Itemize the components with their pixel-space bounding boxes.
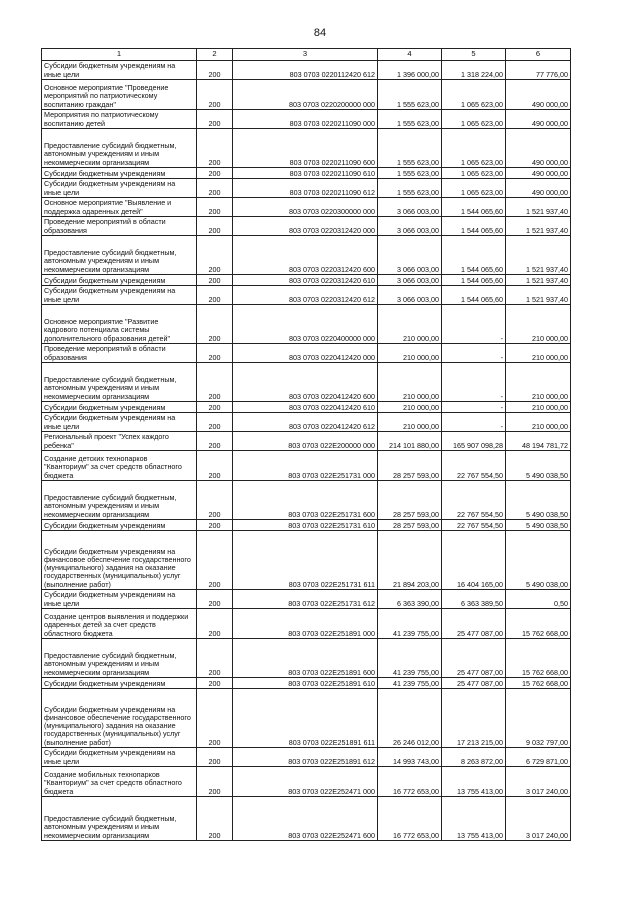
row-classification-code: 803 0703 022E251731 611 [233, 531, 378, 590]
row-value-col6: 15 762 668,00 [506, 678, 571, 689]
row-code: 200 [197, 413, 233, 432]
row-classification-code: 803 0703 022E252471 000 [233, 767, 378, 797]
row-value-col6: 490 000,00 [506, 168, 571, 179]
row-value-col6: 210 000,00 [506, 413, 571, 432]
row-classification-code: 803 0703 022E251731 610 [233, 520, 378, 531]
row-name: Предоставление субсидий бюджетным, автономным учреждениям и иным некоммерческим организациям [42, 481, 197, 520]
row-value-col4: 1 555 623,00 [378, 129, 442, 168]
row-code: 200 [197, 402, 233, 413]
row-code: 200 [197, 748, 233, 767]
row-value-col6: 490 000,00 [506, 129, 571, 168]
row-value-col4: 28 257 593,00 [378, 451, 442, 481]
row-classification-code: 803 0703 0220312420 000 [233, 217, 378, 236]
row-classification-code: 803 0703 022E251891 612 [233, 748, 378, 767]
row-classification-code: 803 0703 0220412420 612 [233, 413, 378, 432]
row-classification-code: 803 0703 022E252471 600 [233, 797, 378, 841]
row-value-col4: 21 894 203,00 [378, 531, 442, 590]
row-value-col6: 1 521 937,40 [506, 275, 571, 286]
row-name: Предоставление субсидий бюджетным, автономным учреждениям и иным некоммерческим организациям [42, 236, 197, 275]
row-classification-code: 803 0703 022E251891 610 [233, 678, 378, 689]
row-name: Предоставление субсидий бюджетным, автономным учреждениям и иным некоммерческим организациям [42, 363, 197, 402]
row-code: 200 [197, 531, 233, 590]
table-row [42, 217, 571, 236]
row-name: Субсидии бюджетным учреждениям на иные цели [42, 590, 197, 609]
table-row [42, 402, 571, 413]
row-value-col6: 3 017 240,00 [506, 797, 571, 841]
row-value-col5: 16 404 165,00 [442, 531, 506, 590]
table-row [42, 590, 571, 609]
row-value-col6: 490 000,00 [506, 179, 571, 198]
row-value-col4: 1 555 623,00 [378, 110, 442, 129]
row-code: 200 [197, 275, 233, 286]
row-value-col5: 8 263 872,00 [442, 748, 506, 767]
column-header-row [42, 49, 571, 61]
row-value-col6: 1 521 937,40 [506, 286, 571, 305]
row-classification-code: 803 0703 022E200000 000 [233, 432, 378, 451]
row-value-col6: 15 762 668,00 [506, 609, 571, 639]
table-row [42, 80, 571, 110]
row-value-col5: 1 065 623,00 [442, 179, 506, 198]
row-name: Субсидии бюджетным учреждениям на иные цели [42, 179, 197, 198]
table-row [42, 198, 571, 217]
row-value-col4: 3 066 003,00 [378, 286, 442, 305]
row-value-col4: 3 066 003,00 [378, 236, 442, 275]
row-code: 200 [197, 217, 233, 236]
row-name: Проведение мероприятий в области образования [42, 344, 197, 363]
row-value-col4: 28 257 593,00 [378, 520, 442, 531]
row-name: Создание центров выявления и поддержки одаренных детей за счет средств областного бюджета [42, 609, 197, 639]
table-row [42, 767, 571, 797]
row-code: 200 [197, 797, 233, 841]
row-name: Субсидии бюджетным учреждениям [42, 275, 197, 286]
row-value-col5: 165 907 098,28 [442, 432, 506, 451]
row-value-col5: 1 544 065,60 [442, 217, 506, 236]
table-row [42, 609, 571, 639]
row-value-col5: - [442, 363, 506, 402]
row-value-col4: 16 772 653,00 [378, 767, 442, 797]
row-value-col5: 13 755 413,00 [442, 797, 506, 841]
row-classification-code: 803 0703 022E251731 000 [233, 451, 378, 481]
table-row [42, 432, 571, 451]
row-name: Субсидии бюджетным учреждениям [42, 678, 197, 689]
row-value-col5: 1 065 623,00 [442, 110, 506, 129]
table-row [42, 275, 571, 286]
row-classification-code: 803 0703 0220211090 610 [233, 168, 378, 179]
row-name: Субсидии бюджетным учреждениям на иные цели [42, 61, 197, 80]
table-row [42, 363, 571, 402]
row-code: 200 [197, 286, 233, 305]
row-value-col6: 15 762 668,00 [506, 639, 571, 678]
row-value-col4: 1 555 623,00 [378, 179, 442, 198]
row-code: 200 [197, 432, 233, 451]
row-value-col5: 25 477 087,00 [442, 609, 506, 639]
row-value-col6: 1 521 937,40 [506, 198, 571, 217]
row-classification-code: 803 0703 0220400000 000 [233, 305, 378, 344]
row-classification-code: 803 0703 0220211090 612 [233, 179, 378, 198]
row-value-col6: 5 490 038,50 [506, 481, 571, 520]
row-classification-code: 803 0703 0220412420 610 [233, 402, 378, 413]
row-classification-code: 803 0703 0220412420 000 [233, 344, 378, 363]
column-header: 4 [378, 49, 442, 61]
table-row [42, 451, 571, 481]
row-classification-code: 803 0703 022E251731 612 [233, 590, 378, 609]
table-row [42, 678, 571, 689]
row-value-col5: 1 318 224,00 [442, 61, 506, 80]
table-row [42, 168, 571, 179]
column-header: 1 [42, 49, 197, 61]
row-classification-code: 803 0703 022E251891 611 [233, 689, 378, 748]
row-value-col4: 26 246 012,00 [378, 689, 442, 748]
row-classification-code: 803 0703 0220312420 610 [233, 275, 378, 286]
row-classification-code: 803 0703 0220312420 612 [233, 286, 378, 305]
table-row [42, 531, 571, 590]
row-value-col5: 1 065 623,00 [442, 80, 506, 110]
row-value-col6: 5 490 038,00 [506, 531, 571, 590]
row-code: 200 [197, 236, 233, 275]
row-value-col4: 210 000,00 [378, 305, 442, 344]
row-value-col6: 5 490 038,50 [506, 520, 571, 531]
column-header: 5 [442, 49, 506, 61]
row-name: Субсидии бюджетным учреждениям на иные цели [42, 286, 197, 305]
row-code: 200 [197, 639, 233, 678]
row-classification-code: 803 0703 022E251891 000 [233, 609, 378, 639]
budget-table [41, 48, 571, 841]
row-classification-code: 803 0703 0220412420 600 [233, 363, 378, 402]
row-value-col4: 1 555 623,00 [378, 80, 442, 110]
table-row [42, 179, 571, 198]
row-name: Региональный проект "Успех каждого ребенка" [42, 432, 197, 451]
table-row [42, 689, 571, 748]
row-name: Основное мероприятие "Выявление и поддержка одаренных детей" [42, 198, 197, 217]
row-value-col6: 1 521 937,40 [506, 217, 571, 236]
row-name: Предоставление субсидий бюджетным, автономным учреждениям и иным некоммерческим организациям [42, 797, 197, 841]
row-name: Субсидии бюджетным учреждениям [42, 168, 197, 179]
row-value-col4: 3 066 003,00 [378, 275, 442, 286]
row-code: 200 [197, 61, 233, 80]
row-value-col5: - [442, 402, 506, 413]
row-value-col4: 41 239 755,00 [378, 609, 442, 639]
row-value-col4: 3 066 003,00 [378, 198, 442, 217]
row-value-col5: 1 544 065,60 [442, 236, 506, 275]
table-row [42, 305, 571, 344]
row-value-col6: 9 032 797,00 [506, 689, 571, 748]
row-classification-code: 803 0703 0220300000 000 [233, 198, 378, 217]
row-name: Субсидии бюджетным учреждениям [42, 520, 197, 531]
row-code: 200 [197, 305, 233, 344]
row-value-col5: 22 767 554,50 [442, 520, 506, 531]
row-value-col4: 41 239 755,00 [378, 639, 442, 678]
row-classification-code: 803 0703 022E251891 600 [233, 639, 378, 678]
row-value-col5: 1 065 623,00 [442, 129, 506, 168]
row-value-col4: 1 396 000,00 [378, 61, 442, 80]
row-value-col6: 210 000,00 [506, 402, 571, 413]
row-value-col4: 210 000,00 [378, 413, 442, 432]
row-value-col6: 5 490 038,50 [506, 451, 571, 481]
row-name: Субсидии бюджетным учреждениям на иные цели [42, 413, 197, 432]
row-code: 200 [197, 590, 233, 609]
row-code: 200 [197, 363, 233, 402]
row-value-col4: 6 363 390,00 [378, 590, 442, 609]
row-value-col5: 1 544 065,60 [442, 275, 506, 286]
row-code: 200 [197, 767, 233, 797]
row-name: Субсидии бюджетным учреждениям [42, 402, 197, 413]
row-value-col6: 210 000,00 [506, 344, 571, 363]
row-code: 200 [197, 678, 233, 689]
table-row [42, 286, 571, 305]
row-value-col5: 22 767 554,50 [442, 451, 506, 481]
row-code: 200 [197, 168, 233, 179]
column-header: 2 [197, 49, 233, 61]
row-value-col5: 13 755 413,00 [442, 767, 506, 797]
row-name: Субсидии бюджетным учреждениям на финансовое обеспечение государственного (муниципального) задания на оказание государственных (муниципальных) услуг (выполнение работ) [42, 531, 197, 590]
row-value-col4: 16 772 653,00 [378, 797, 442, 841]
table-row [42, 413, 571, 432]
row-code: 200 [197, 344, 233, 363]
row-value-col4: 210 000,00 [378, 344, 442, 363]
row-value-col5: 22 767 554,50 [442, 481, 506, 520]
row-classification-code: 803 0703 0220200000 000 [233, 80, 378, 110]
row-value-col5: - [442, 305, 506, 344]
row-name: Создание детских технопарков "Кванториум" за счет средств областного бюджета [42, 451, 197, 481]
row-classification-code: 803 0703 0220211090 000 [233, 110, 378, 129]
row-code: 200 [197, 198, 233, 217]
row-name: Основное мероприятие "Проведение мероприятий по патриотическому воспитанию граждан" [42, 80, 197, 110]
row-value-col5: - [442, 344, 506, 363]
row-name: Предоставление субсидий бюджетным, автономным учреждениям и иным некоммерческим организациям [42, 129, 197, 168]
row-value-col4: 3 066 003,00 [378, 217, 442, 236]
column-header: 3 [233, 49, 378, 61]
row-value-col5: 1 065 623,00 [442, 168, 506, 179]
table-row [42, 110, 571, 129]
table-row [42, 797, 571, 841]
row-code: 200 [197, 129, 233, 168]
row-value-col6: 1 521 937,40 [506, 236, 571, 275]
table-row [42, 639, 571, 678]
table-row [42, 481, 571, 520]
row-value-col5: 1 544 065,60 [442, 286, 506, 305]
row-value-col4: 210 000,00 [378, 402, 442, 413]
row-classification-code: 803 0703 0220211090 600 [233, 129, 378, 168]
row-value-col6: 0,50 [506, 590, 571, 609]
row-code: 200 [197, 481, 233, 520]
row-classification-code: 803 0703 022E251731 600 [233, 481, 378, 520]
table-row [42, 748, 571, 767]
row-name: Основное мероприятие "Развитие кадрового потенциала системы дополнительного образования детей" [42, 305, 197, 344]
table-row [42, 344, 571, 363]
table-row [42, 520, 571, 531]
row-value-col6: 6 729 871,00 [506, 748, 571, 767]
row-code: 200 [197, 609, 233, 639]
row-value-col6: 48 194 781,72 [506, 432, 571, 451]
row-value-col5: 25 477 087,00 [442, 678, 506, 689]
row-value-col5: - [442, 413, 506, 432]
row-value-col4: 28 257 593,00 [378, 481, 442, 520]
row-value-col5: 25 477 087,00 [442, 639, 506, 678]
row-value-col5: 17 213 215,00 [442, 689, 506, 748]
row-name: Субсидии бюджетным учреждениям на иные цели [42, 748, 197, 767]
row-value-col4: 214 101 880,00 [378, 432, 442, 451]
column-header: 6 [506, 49, 571, 61]
row-name: Проведение мероприятий в области образования [42, 217, 197, 236]
row-name: Создание мобильных технопарков "Кванториум" за счет средств областного бюджета [42, 767, 197, 797]
row-name: Мероприятия по патриотическому воспитанию детей [42, 110, 197, 129]
row-value-col4: 1 555 623,00 [378, 168, 442, 179]
row-value-col6: 77 776,00 [506, 61, 571, 80]
row-classification-code: 803 0703 0220112420 612 [233, 61, 378, 80]
row-value-col6: 490 000,00 [506, 110, 571, 129]
page-number: 84 [313, 27, 327, 39]
row-value-col4: 41 239 755,00 [378, 678, 442, 689]
row-code: 200 [197, 689, 233, 748]
row-value-col6: 210 000,00 [506, 305, 571, 344]
row-value-col4: 210 000,00 [378, 363, 442, 402]
table-row [42, 236, 571, 275]
row-code: 200 [197, 179, 233, 198]
table-row [42, 61, 571, 80]
row-code: 200 [197, 520, 233, 531]
row-code: 200 [197, 451, 233, 481]
row-name: Предоставление субсидий бюджетным, автономным учреждениям и иным некоммерческим организациям [42, 639, 197, 678]
row-value-col6: 3 017 240,00 [506, 767, 571, 797]
row-classification-code: 803 0703 0220312420 600 [233, 236, 378, 275]
table-row [42, 129, 571, 168]
row-value-col4: 14 993 743,00 [378, 748, 442, 767]
row-value-col6: 210 000,00 [506, 363, 571, 402]
row-name: Субсидии бюджетным учреждениям на финансовое обеспечение государственного (муниципального) задания на оказание государственных (муниципальных) услуг (выполнение работ) [42, 689, 197, 748]
row-value-col6: 490 000,00 [506, 80, 571, 110]
row-code: 200 [197, 110, 233, 129]
row-value-col5: 6 363 389,50 [442, 590, 506, 609]
row-code: 200 [197, 80, 233, 110]
row-value-col5: 1 544 065,60 [442, 198, 506, 217]
